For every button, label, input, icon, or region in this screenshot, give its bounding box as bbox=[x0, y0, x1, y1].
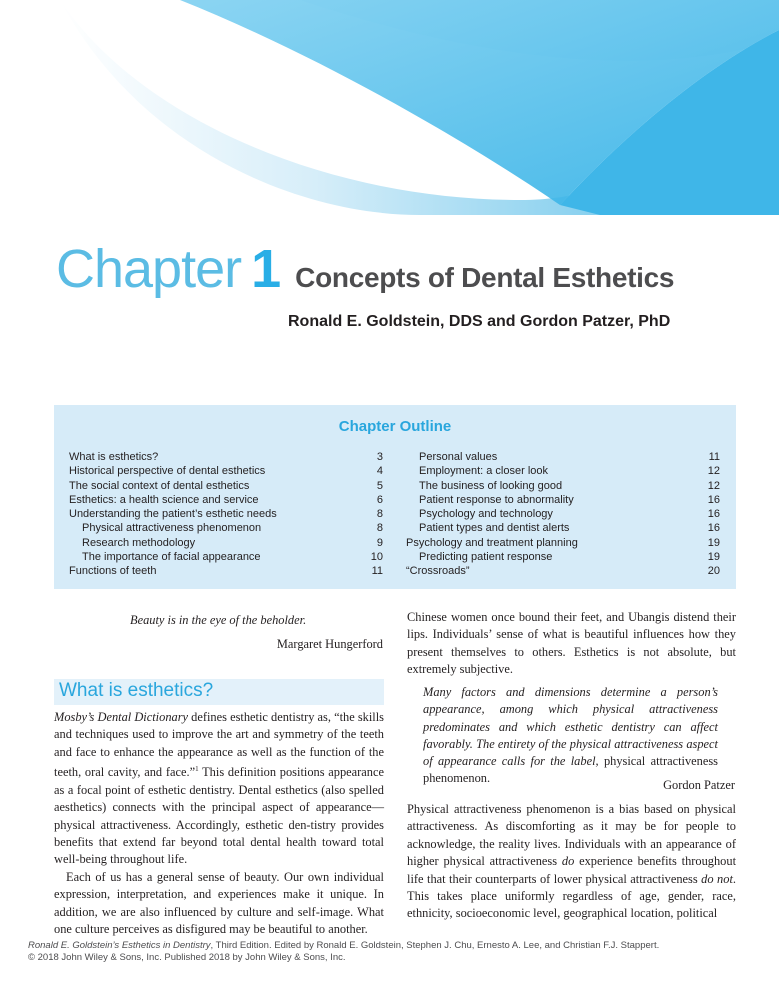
body-paragraph: Mosby’s Dental Dictionary defines esthetic dentistry as, “the skills and techniques used to improve the art and symmetry of the teeth and face to enhance the appearance as well as the function of the teeth, oral cavity, and face.”$^1$ This definition positions appearance as a focal point of esthetic dentistry. Dental esthetics (also spelled aesthetics) connects with the principal aspect of appearance—physical attractiveness. Accordingly, esthetic den-tistry provides benefits that extend far beyond total dental health toward total well-being throughout life. bbox=[54, 710, 384, 867]
outline-subitem: The business of looking good 12 bbox=[419, 479, 720, 492]
outline-item: “Crossroads” 20 bbox=[406, 565, 720, 578]
body-paragraph: Each of us has a general sense of beauty. Our own individual expression, interpretation, and experiences make it unique. In addition, we are also influenced by culture and self-image. What one culture perceives as disfigured may be beautiful to another. bbox=[54, 869, 384, 936]
outline-subitem: Employment: a closer look 12 bbox=[419, 465, 720, 478]
outline-right-column bbox=[406, 450, 720, 579]
left-body-column bbox=[54, 709, 384, 938]
authors: Ronald E. Goldstein, DDS and Gordon Patzer, PhD bbox=[288, 313, 671, 330]
section-heading-bar bbox=[54, 679, 384, 705]
outline-subitem: Patient types and dentist alerts 16 bbox=[419, 522, 720, 535]
outline-subitem: The importance of facial appearance 10 bbox=[82, 551, 383, 564]
outline-item: Historical perspective of dental esthetics 4 bbox=[69, 465, 383, 478]
block-quote-source: Gordon Patzer bbox=[663, 778, 735, 792]
chapter-outline-box bbox=[54, 405, 736, 589]
chapter-number: 1 bbox=[251, 239, 282, 299]
outline-item: The social context of dental esthetics 5 bbox=[69, 479, 383, 492]
outline-subitem: Patient response to abnormality 16 bbox=[419, 493, 720, 506]
right-body-bottom bbox=[407, 801, 736, 923]
outline-item: Understanding the patient’s esthetic needs 8 bbox=[69, 508, 383, 521]
outline-item: Psychology and treatment planning 19 bbox=[406, 536, 720, 549]
chapter-title: Concepts of Dental Esthetics bbox=[295, 262, 675, 293]
header-banner-graphic bbox=[0, 0, 779, 215]
chapter-heading bbox=[56, 238, 674, 300]
outline-subitem: Psychology and technology 16 bbox=[419, 508, 720, 521]
outline-subitem: Physical attractiveness phenomenon 8 bbox=[82, 522, 383, 535]
outline-item: Esthetics: a health science and service 6 bbox=[69, 493, 383, 506]
body-paragraph: Physical attractiveness phenomenon is a bias based on physical attractiveness. As discomforting as it may be for people to acknowledge, the reality lives. Individuals with an appearance of higher physical attractiveness do experience benefits throughout life that their counterparts of lower physical attractiveness do not. This takes place uniformly regardless of age, gender, race, ethnicity, socioeconomic level, geographical location, political bbox=[407, 802, 737, 921]
body-paragraph: Chinese women once bound their feet, and Ubangis distend their lips. Individuals’ sense of what is beautiful influences how they present themselves to others. Esthetics is not absolute, but extremely subjective. bbox=[407, 610, 736, 677]
outline-subitem: Research methodology 9 bbox=[82, 536, 383, 549]
epigraph-quote: Beauty is in the eye of the beholder. bbox=[130, 613, 307, 627]
outline-subitem: Personal values 11 bbox=[419, 451, 720, 463]
page-footer: Ronald E. Goldstein’s Esthetics in Dentistry, Third Edition. Edited by Ronald E. Goldstein, Stephen J. Chu, Ernesto A. Lee, and Christian F.J. Stappert. © 2018 John Wiley & Sons, Inc. Published 2018 by John Wiley & Sons, Inc. bbox=[28, 940, 660, 963]
right-body-top bbox=[407, 609, 736, 679]
epigraph-source: Margaret Hungerford bbox=[276, 637, 383, 651]
block-quote: Many factors and dimensions determine a person’s appearance, among which physical attractiveness predominates and which esthetic dentistry can affect favorably. The entirety of the physical attractiveness aspect of appearance calls for the label, physical attractiveness phenomenon. bbox=[423, 685, 718, 786]
outline-subitem: Predicting patient response 19 bbox=[419, 551, 720, 564]
chapter-word: Chapter bbox=[56, 239, 242, 299]
outline-left-column bbox=[69, 450, 383, 579]
outline-item: What is esthetics? 3 bbox=[69, 451, 383, 463]
outline-item: Functions of teeth 11 bbox=[69, 565, 383, 578]
outline-heading: Chapter Outline bbox=[338, 418, 452, 435]
section-heading: What is esthetics? bbox=[59, 680, 214, 701]
